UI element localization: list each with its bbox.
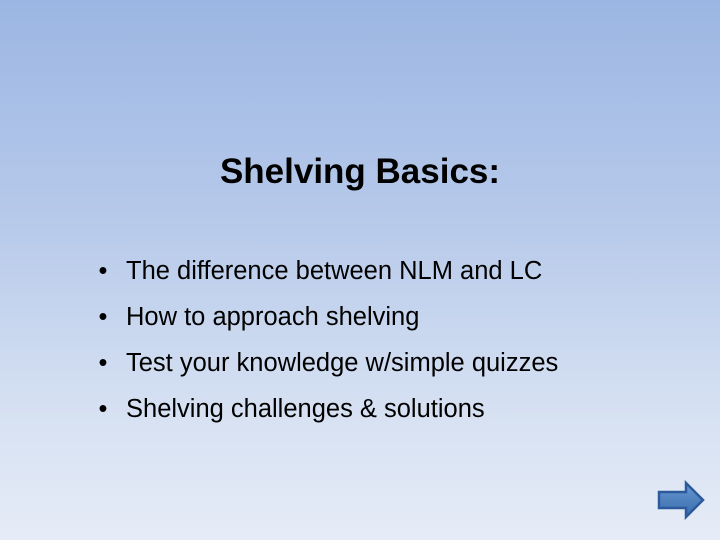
bullet-text: The difference between NLM and LC [126,257,543,285]
next-slide-button[interactable] [656,480,706,520]
right-arrow-icon [656,480,706,520]
bullet-icon: • [98,349,108,377]
bullet-icon: • [98,303,108,331]
slide-title: Shelving Basics: [219,152,501,191]
bullet-text: How to approach shelving [126,303,420,331]
bullet-list [96,248,696,432]
bullet-text: Shelving challenges & solutions [126,395,485,423]
list-item [96,340,696,386]
list-item [96,386,696,432]
bullet-text: Test your knowledge w/simple quizzes [126,349,559,377]
list-item [96,294,696,340]
bullet-icon: • [98,395,108,423]
bullet-icon: • [98,257,108,285]
list-item [96,248,696,294]
